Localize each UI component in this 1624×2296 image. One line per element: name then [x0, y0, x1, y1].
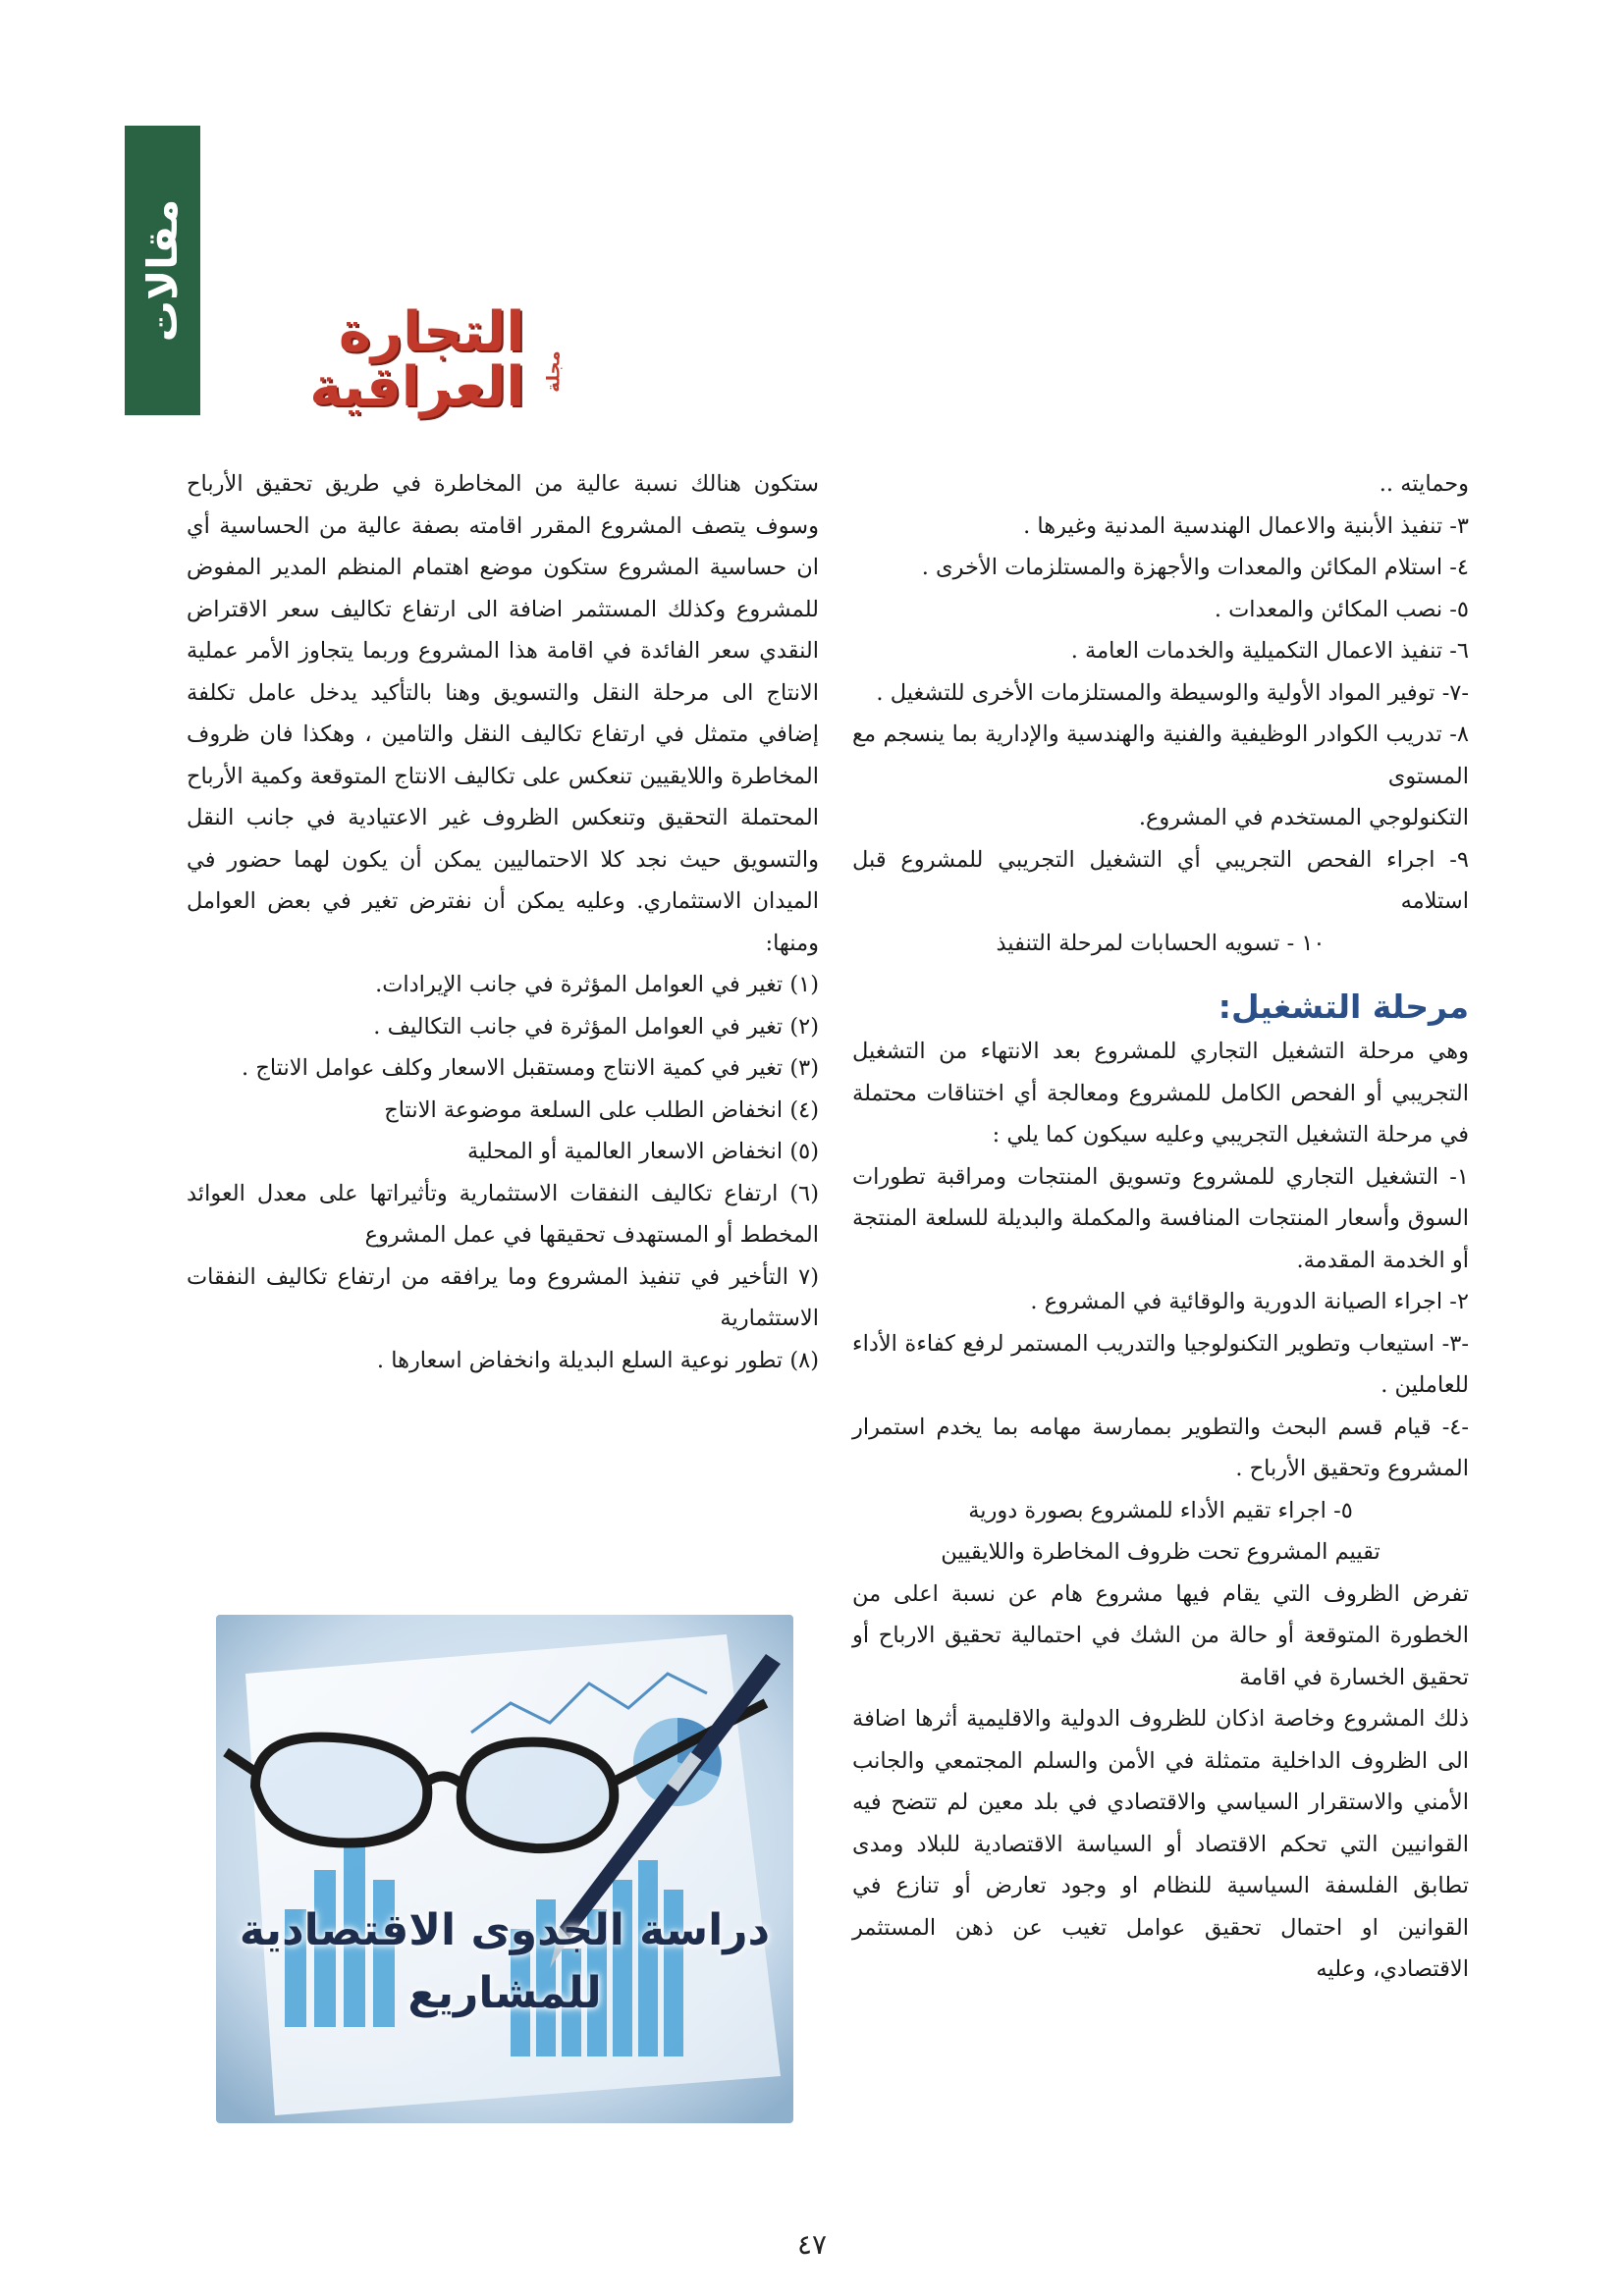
right-paragraph: وهي مرحلة التشغيل التجاري للمشروع بعد الانتهاء من التشغيل التجريبي أو الفحص الكامل للمشروع ومعالجة أي اختناقات محتملة في مرحلة التشغيل التجريبي وعليه سيكون كما يلي :: [852, 1039, 1469, 1148]
section-tab: [125, 126, 200, 415]
list-item: (١) تغير في العوامل المؤثرة في جانب الإيرادات.: [375, 972, 819, 997]
feasibility-illustration: [216, 1615, 793, 2123]
right-paragraph: ٢- اجراء الصيانة الدورية والوقائية في المشروع .: [1030, 1289, 1469, 1314]
section-tab-label: مقالات: [138, 198, 188, 343]
masthead-prefix: مجلة: [543, 350, 565, 393]
right-paragraph: ٥- اجراء تقيم الأداء للمشروع بصورة دورية: [968, 1497, 1353, 1523]
list-item: (٤) انخفاض الطلب على السلعة موضوعة الانتاج: [384, 1096, 819, 1123]
right-line: وحمايته ..: [1379, 471, 1469, 497]
page-number: ٤٧: [796, 2228, 828, 2261]
right-line: ٣- تنفيذ الأبنية والاعمال الهندسية المدنية وغيرها .: [1023, 512, 1469, 539]
list-item: (٧ التأخير في تنفيذ المشروع وما يرافقه من ارتفاع تكاليف النفقات الاستثمارية: [187, 1263, 819, 1331]
section-heading: مرحلة التشغيل:: [1218, 988, 1469, 1026]
right-line: -٧- توفير المواد الأولية والوسيطة والمستلزمات الأخرى للتشغيل .: [876, 679, 1469, 706]
report-glasses-image: [216, 1615, 793, 2123]
list-item: (٢) تغير في العوامل المؤثرة في جانب التكاليف .: [373, 1013, 819, 1040]
list-item: (٥) انخفاض الاسعار العالمية أو المحلية: [467, 1139, 819, 1164]
right-paragraph: -٣- استيعاب وتطوير التكنولوجيا والتدريب المستمر لرفع كفاءة الأداء للعاملين .: [852, 1330, 1469, 1398]
right-line: ٨- تدريب الكوادر الوظيفية والفنية والهندسية والإدارية بما ينسجم مع المستوى: [852, 721, 1469, 789]
right-line: ١٠ - تسويه الحسابات لمرحلة التنفيذ: [996, 930, 1326, 956]
caption-line: للمشاريع: [407, 1968, 602, 2018]
right-paragraph: تفرض الظروف التي يقام فيها مشروع هام عن نسبة اعلى من الخطورة المتوقعة أو حالة من الشك في احتمالية تحقيق الارباح أو تحقيق الخسارة في اقامة: [852, 1580, 1469, 1690]
list-item: (٦) ارتفاع تكاليف النفقات الاستثمارية وتأثيراتها على معدل العوائد المخطط أو المستهدف تحقيقها في عمل المشروع: [187, 1180, 819, 1248]
right-paragraph: ذلك المشروع وخاصة اذكان للظروف الدولية والاقليمية أثرها اضافة الى الظروف الداخلية متمثلة في الأمن والسلم المجتمعي والجانب الأمني والاستقرار السياسي والاقتصادي في بلد معين لم تتضح فيه القوانيين التي تحكم الاقتصاد أو السياسة الاقتصادية للبلاد ومدى تطابق الفلسفة السياسية للنظام او وجود تعارض أو تنازع في القوانين او احتمال تحقيق عوامل تغيب عن ذهن المستثمر الاقتصادي، وعليه: [852, 1706, 1469, 1982]
right-paragraph: -٤- قيام قسم البحث والتطوير بممارسة مهامه بما يخدم استمرار المشروع وتحقيق الأرباح .: [852, 1414, 1469, 1481]
subheading: تقييم المشروع تحت ظروف المخاطرة واللايقيين: [941, 1539, 1380, 1565]
masthead-title: التجارة العراقية: [309, 300, 525, 419]
left-paragraph: ستكون هنالك نسبة عالية من المخاطرة في طريق تحقيق الأرباح وسوف يتصف المشروع المقرر اقامته بصفة عالية من الحساسية أي ان حساسية المشروع ستكون موضع اهتمام المنظم المدير المفوض للمشروع وكذلك المستثمر اضافة الى ارتفاع تكاليف سعر الاقتراض النقدي سعر الفائدة في اقامة هذا المشروع وربما يتجاوز الأمر عملية الانتاج الى مرحلة النقل والتسويق وهنا بالتأكيد يدخل عامل تكلفة إضافي متمثل في ارتفاع تكاليف النقل والتامين ، وهكذا فان ظروف المخاطرة واللايقيين تنعكس على تكاليف الانتاج المتوقعة وكمية الأرباح المحتملة التحقيق وتنعكس الظروف غير الاعتيادية في جانب النقل والتسويق حيث نجد كلا الاحتماليين يمكن أن يكون لهما حضور في الميدان الاستثماري. وعليه يمكن أن نفترض تغير في بعض العوامل ومنها:: [187, 471, 819, 956]
list-item: (٣) تغير في كمية الانتاج ومستقبل الاسعار وكلف عوامل الانتاج .: [242, 1055, 819, 1081]
right-paragraph: ١- التشغيل التجاري للمشروع وتسويق المنتجات ومراقبة تطورات السوق وأسعار المنتجات المنافسة والمكملة والبديلة للسلعة المنتجة أو الخدمة المقدمة.: [852, 1163, 1469, 1273]
illustration-caption: [216, 1899, 793, 2025]
right-line: التكنولوجي المستخدم في المشروع.: [1138, 805, 1469, 830]
right-line: ٤- استلام المكائن والمعدات والأجهزة والمستلزمات الأخرى .: [921, 555, 1469, 580]
right-line: ٦- تنفيذ الاعمال التكميلية والخدمات العامة .: [1070, 638, 1469, 664]
list-item: (٨) تطور نوعية السلع البديلة وانخفاض اسعارها .: [376, 1347, 819, 1373]
right-line: ٩- اجراء الفحص التجريبي أي التشغيل التجريبي للمشروع قبل استلامه: [852, 846, 1469, 914]
magazine-masthead: [201, 300, 574, 419]
left-column: [187, 463, 819, 1381]
right-column: [852, 463, 1469, 1991]
caption-line: دراسة الجدوى الاقتصادية: [239, 1905, 771, 1955]
right-line: ٥- نصب المكائن والمعدات .: [1214, 596, 1469, 622]
